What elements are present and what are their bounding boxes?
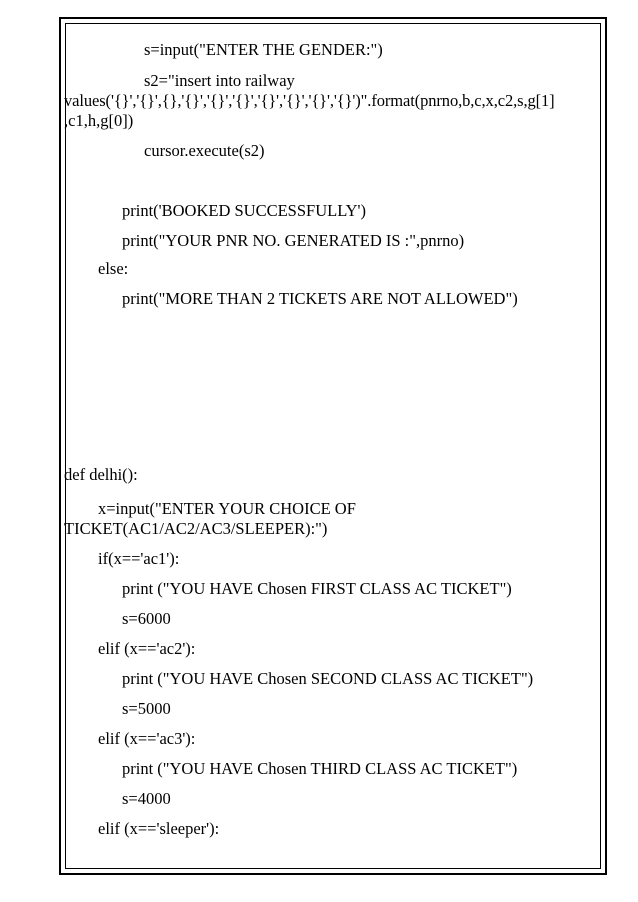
code-line: ,c1,h,g[0]) xyxy=(64,111,134,130)
code-line: def delhi(): xyxy=(64,465,138,484)
code-line: s=4000 xyxy=(122,789,171,808)
code-line: print("YOUR PNR NO. GENERATED IS :",pnrno) xyxy=(122,231,465,250)
code-line: elif (x=='ac2'): xyxy=(98,639,196,658)
code-line: else: xyxy=(98,259,129,278)
code-line: values('{}','{}',{},'{}','{}','{}','{}','{}','{}','{}')".format(pnrno,b,c,x,c2,s,g[1] xyxy=(64,91,555,110)
code-line: elif (x=='ac3'): xyxy=(98,729,196,748)
code-line: print('BOOKED SUCCESSFULLY') xyxy=(122,201,367,220)
code-line: s=input("ENTER THE GENDER:") xyxy=(144,40,383,59)
code-line: elif (x=='sleeper'): xyxy=(98,819,220,838)
code-line: if(x=='ac1'): xyxy=(98,549,180,568)
code-line: print ("YOU HAVE Chosen SECOND CLASS AC TICKET") xyxy=(122,669,534,688)
code-line: TICKET(AC1/AC2/AC3/SLEEPER):") xyxy=(64,519,328,538)
code-line: s=5000 xyxy=(122,699,171,718)
code-line: x=input("ENTER YOUR CHOICE OF xyxy=(98,499,356,518)
code-line: print ("YOU HAVE Chosen THIRD CLASS AC TICKET") xyxy=(122,759,518,778)
code-line: print ("YOU HAVE Chosen FIRST CLASS AC TICKET") xyxy=(122,579,512,598)
code-line: s2="insert into railway xyxy=(144,71,295,90)
code-line: cursor.execute(s2) xyxy=(144,141,265,160)
code-line: s=6000 xyxy=(122,609,171,628)
code-line: print("MORE THAN 2 TICKETS ARE NOT ALLOWED") xyxy=(122,289,518,308)
